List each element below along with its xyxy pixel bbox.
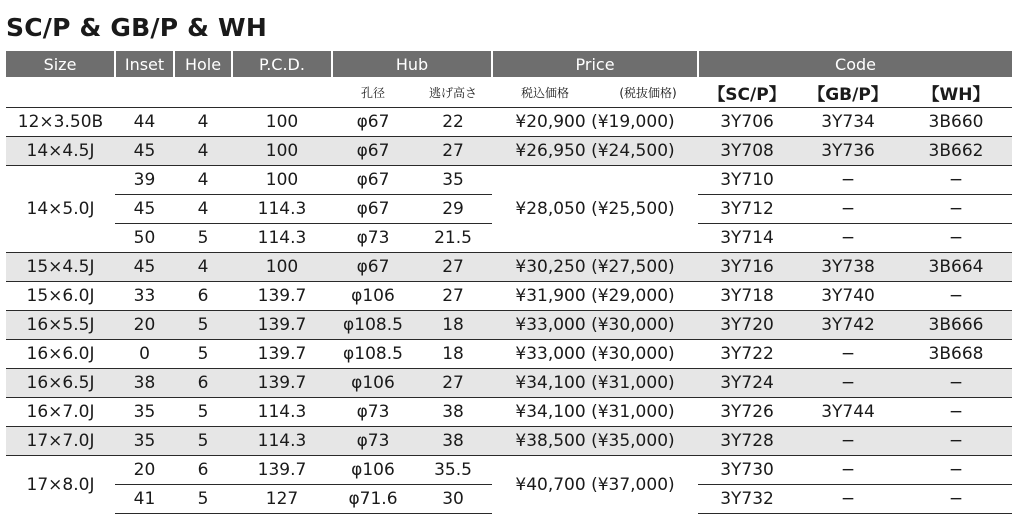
cell-pcd: 139.7 <box>232 340 332 369</box>
cell-pcd: 100 <box>232 137 332 166</box>
subheader-code-sc: 【SC/P】 <box>698 77 796 108</box>
cell-size: 15×4.5J <box>6 253 115 282</box>
cell-code-wh: − <box>900 485 1012 514</box>
header-hole: Hole <box>174 51 232 77</box>
header-code: Code <box>698 51 1012 77</box>
cell-pcd: 127 <box>232 485 332 514</box>
header-price: Price <box>492 51 698 77</box>
cell-hub-bore: φ106 <box>332 369 414 398</box>
cell-hub-relief: 35.5 <box>414 456 492 485</box>
cell-hole: 4 <box>174 166 232 195</box>
cell-hub-bore: φ67 <box>332 137 414 166</box>
cell-code-sc: 3Y730 <box>698 456 796 485</box>
cell-hub-bore: φ67 <box>332 195 414 224</box>
cell-pcd: 139.7 <box>232 456 332 485</box>
cell-price: ¥26,950 (¥24,500) <box>492 137 698 166</box>
cell-code-sc: 3Y726 <box>698 398 796 427</box>
cell-size: 14×4.5J <box>6 137 115 166</box>
header-hub: Hub <box>332 51 492 77</box>
cell-code-sc: 3Y720 <box>698 311 796 340</box>
cell-hub-bore: φ106 <box>332 282 414 311</box>
cell-code-sc: 3Y710 <box>698 166 796 195</box>
cell-hub-relief: 27 <box>414 369 492 398</box>
cell-hole: 5 <box>174 398 232 427</box>
table-row <box>6 253 1012 282</box>
cell-size: 17×7.0J <box>6 427 115 456</box>
subheader-hub-relief: 逃げ高さ <box>414 77 492 108</box>
cell-code-gb: − <box>796 195 900 224</box>
subheader-hub-bore: 孔径 <box>332 77 414 108</box>
table-row <box>6 427 1012 456</box>
cell-code-sc: 3Y714 <box>698 224 796 253</box>
subheader-code-gb: 【GB/P】 <box>796 77 900 108</box>
cell-hole: 6 <box>174 369 232 398</box>
cell-size: 16×6.5J <box>6 369 115 398</box>
cell-code-wh: − <box>900 282 1012 311</box>
cell-code-wh: 3B660 <box>900 108 1012 137</box>
cell-code-gb: 3Y744 <box>796 398 900 427</box>
cell-code-gb: − <box>796 427 900 456</box>
cell-code-wh: − <box>900 195 1012 224</box>
cell-pcd: 100 <box>232 166 332 195</box>
cell-hub-relief: 18 <box>414 340 492 369</box>
cell-price: ¥28,050 (¥25,500) <box>492 166 698 253</box>
cell-hub-bore: φ73 <box>332 398 414 427</box>
cell-hole: 4 <box>174 195 232 224</box>
table-row <box>6 311 1012 340</box>
cell-inset: 39 <box>115 166 174 195</box>
cell-inset: 44 <box>115 108 174 137</box>
cell-inset: 35 <box>115 427 174 456</box>
cell-pcd: 114.3 <box>232 427 332 456</box>
cell-inset: 50 <box>115 224 174 253</box>
cell-code-wh: − <box>900 369 1012 398</box>
cell-inset: 20 <box>115 311 174 340</box>
table-row <box>6 282 1012 311</box>
cell-pcd: 114.3 <box>232 195 332 224</box>
cell-code-sc: 3Y712 <box>698 195 796 224</box>
cell-pcd: 114.3 <box>232 398 332 427</box>
subheader-row <box>6 77 1012 108</box>
cell-price: ¥33,000 (¥30,000) <box>492 311 698 340</box>
cell-inset: 20 <box>115 456 174 485</box>
cell-size: 16×6.0J <box>6 340 115 369</box>
cell-pcd: 139.7 <box>232 369 332 398</box>
cell-hub-bore: φ67 <box>332 166 414 195</box>
cell-hub-bore: φ67 <box>332 253 414 282</box>
cell-hole: 5 <box>174 311 232 340</box>
cell-code-gb: 3Y742 <box>796 311 900 340</box>
cell-price: ¥34,100 (¥31,000) <box>492 369 698 398</box>
table-row <box>6 456 1012 485</box>
cell-code-sc: 3Y706 <box>698 108 796 137</box>
cell-code-gb: − <box>796 456 900 485</box>
cell-hole: 4 <box>174 108 232 137</box>
subheader-price-incl: 税込価格 <box>492 77 598 108</box>
table-row <box>6 340 1012 369</box>
cell-pcd: 139.7 <box>232 282 332 311</box>
cell-code-gb: 3Y738 <box>796 253 900 282</box>
cell-hole: 5 <box>174 340 232 369</box>
cell-code-wh: 3B662 <box>900 137 1012 166</box>
cell-code-gb: 3Y736 <box>796 137 900 166</box>
cell-hub-relief: 27 <box>414 253 492 282</box>
cell-hole: 6 <box>174 456 232 485</box>
cell-hub-bore: φ73 <box>332 224 414 253</box>
cell-code-sc: 3Y718 <box>698 282 796 311</box>
cell-price: ¥20,900 (¥19,000) <box>492 108 698 137</box>
cell-price: ¥33,000 (¥30,000) <box>492 340 698 369</box>
cell-price: ¥38,500 (¥35,000) <box>492 427 698 456</box>
cell-pcd: 114.3 <box>232 224 332 253</box>
cell-hub-relief: 27 <box>414 137 492 166</box>
cell-hub-relief: 30 <box>414 485 492 514</box>
cell-inset: 41 <box>115 485 174 514</box>
cell-hole: 6 <box>174 282 232 311</box>
cell-hub-relief: 27 <box>414 282 492 311</box>
cell-hub-relief: 38 <box>414 398 492 427</box>
header-row <box>6 51 1012 77</box>
cell-inset: 0 <box>115 340 174 369</box>
cell-size: 14×5.0J <box>6 166 115 253</box>
cell-inset: 35 <box>115 398 174 427</box>
cell-code-gb: − <box>796 340 900 369</box>
cell-hub-relief: 35 <box>414 166 492 195</box>
cell-hub-relief: 29 <box>414 195 492 224</box>
page-title: SC/P & GB/P & WH <box>6 13 267 42</box>
subheader-price-excl: (税抜価格) <box>598 77 698 108</box>
cell-code-wh: − <box>900 166 1012 195</box>
cell-pcd: 139.7 <box>232 311 332 340</box>
cell-code-sc: 3Y728 <box>698 427 796 456</box>
cell-hub-bore: φ108.5 <box>332 311 414 340</box>
cell-code-sc: 3Y722 <box>698 340 796 369</box>
cell-hole: 4 <box>174 253 232 282</box>
cell-hub-bore: φ71.6 <box>332 485 414 514</box>
cell-hub-relief: 22 <box>414 108 492 137</box>
cell-price: ¥40,700 (¥37,000) <box>492 456 698 514</box>
cell-size: 12×3.50B <box>6 108 115 137</box>
cell-inset: 38 <box>115 369 174 398</box>
cell-code-gb: 3Y734 <box>796 108 900 137</box>
cell-hub-bore: φ108.5 <box>332 340 414 369</box>
cell-size: 16×7.0J <box>6 398 115 427</box>
cell-code-wh: 3B664 <box>900 253 1012 282</box>
cell-code-sc: 3Y732 <box>698 485 796 514</box>
cell-pcd: 100 <box>232 108 332 137</box>
cell-price: ¥31,900 (¥29,000) <box>492 282 698 311</box>
cell-code-wh: − <box>900 427 1012 456</box>
cell-code-wh: − <box>900 398 1012 427</box>
cell-hole: 4 <box>174 137 232 166</box>
table-row <box>6 137 1012 166</box>
table-row <box>6 369 1012 398</box>
cell-hub-relief: 21.5 <box>414 224 492 253</box>
cell-code-wh: − <box>900 224 1012 253</box>
cell-hub-bore: φ73 <box>332 427 414 456</box>
cell-pcd: 100 <box>232 253 332 282</box>
cell-hole: 5 <box>174 224 232 253</box>
cell-code-gb: − <box>796 485 900 514</box>
cell-price: ¥30,250 (¥27,500) <box>492 253 698 282</box>
subheader-code-wh: 【WH】 <box>900 77 1012 108</box>
cell-hub-relief: 18 <box>414 311 492 340</box>
cell-code-gb: − <box>796 369 900 398</box>
table-row <box>6 108 1012 137</box>
cell-code-gb: − <box>796 224 900 253</box>
cell-code-sc: 3Y724 <box>698 369 796 398</box>
cell-size: 16×5.5J <box>6 311 115 340</box>
table-row <box>6 166 1012 195</box>
cell-inset: 45 <box>115 195 174 224</box>
header-inset: Inset <box>115 51 174 77</box>
cell-inset: 33 <box>115 282 174 311</box>
header-size: Size <box>6 51 115 77</box>
cell-code-wh: − <box>900 456 1012 485</box>
cell-hub-relief: 38 <box>414 427 492 456</box>
cell-inset: 45 <box>115 253 174 282</box>
cell-hole: 5 <box>174 427 232 456</box>
table-row <box>6 398 1012 427</box>
cell-hub-bore: φ106 <box>332 456 414 485</box>
cell-code-sc: 3Y708 <box>698 137 796 166</box>
cell-size: 17×8.0J <box>6 456 115 514</box>
cell-code-wh: 3B666 <box>900 311 1012 340</box>
cell-hole: 5 <box>174 485 232 514</box>
cell-code-gb: − <box>796 166 900 195</box>
cell-code-sc: 3Y716 <box>698 253 796 282</box>
cell-inset: 45 <box>115 137 174 166</box>
wheel-spec-table <box>6 51 1012 514</box>
cell-hub-bore: φ67 <box>332 108 414 137</box>
cell-price: ¥34,100 (¥31,000) <box>492 398 698 427</box>
cell-code-gb: 3Y740 <box>796 282 900 311</box>
cell-size: 15×6.0J <box>6 282 115 311</box>
header-pcd: P.C.D. <box>232 51 332 77</box>
cell-code-wh: 3B668 <box>900 340 1012 369</box>
